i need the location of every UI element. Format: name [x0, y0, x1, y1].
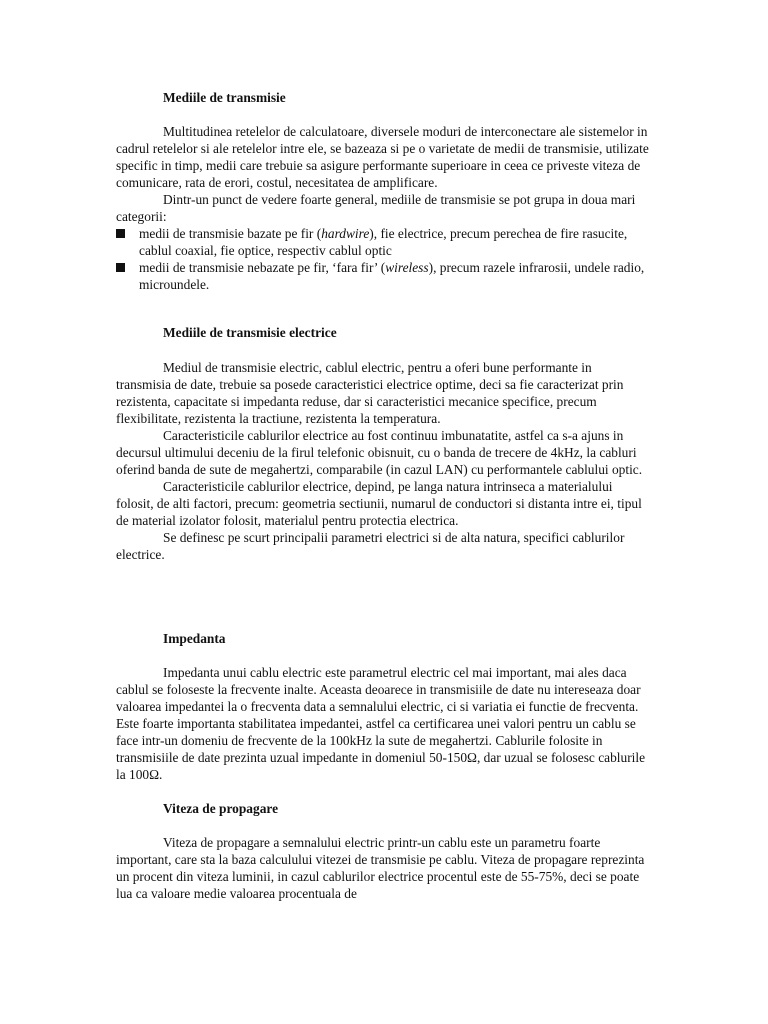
- emphasis: hardwire: [321, 226, 370, 241]
- list-item: medii de transmisie nebazate pe fir, ‘fara fir’ (wireless), precum razele infrarosii, undele radio, microundele.: [116, 259, 650, 293]
- heading-impedanta: Impedanta: [163, 631, 226, 646]
- paragraph: Mediul de transmisie electric, cablul electric, pentru a oferi bune performante in transmisia de date, trebuie sa posede caracteristici electrice optime, deci sa fie caracterizat prin rezistenta, capacitate si impedanta reduse, dar si caracteristici mecanice specifice, precum flexibilitate, rezistenta la tractiune, rezistenta la temperatura.: [116, 360, 624, 426]
- square-bullet-icon: [116, 263, 125, 272]
- paragraph: Viteza de propagare a semnalului electric printr-un cablu este un parametru foarte important, care sta la baza calculului vitezei de transmisie pe cablu. Viteza de propagare reprezinta un procent din viteza luminii, in cazul cablurilor electrice procentul este de 55-75%, deci se poate lua ca valoare medie valoarea procentuala de: [116, 835, 645, 901]
- heading-mediile-de-transmisie: Mediile de transmisie: [163, 90, 286, 105]
- section-mediile-electrice-body: [116, 359, 650, 563]
- emphasis: wireless: [385, 260, 429, 275]
- paragraph: Caracteristicile cablurilor electrice au fost continuu imbunatatite, astfel ca s-a ajuns in decursul ultimului deceniu de la firul telefonic obisnuit, cu o banda de trecere de 4kHz, la cabluri oferind banda de sute de megahertzi, comparabile (in cazul LAN) cu performantele cablului optic.: [116, 428, 643, 477]
- square-bullet-icon: [116, 229, 125, 238]
- section-mediile-de-transmisie-body: [116, 123, 650, 293]
- section-impedanta-body: [116, 664, 650, 783]
- heading-viteza-de-propagare: Viteza de propagare: [163, 801, 279, 816]
- paragraph: Multitudinea retelelor de calculatoare, diversele moduri de interconectare ale sistemelor in cadrul retelelor si ale retelelor intre ele, se bazeaza si pe o varietate de medii de transmisie, utilizate specific in timp, medii care trebuie sa asigure performante superioare in ceea ce priveste viteza de comunicare, rata de erori, costul, necesitatea de amplificare.: [116, 124, 649, 190]
- list-item: medii de transmisie bazate pe fir (hardwire), fie electrice, precum perechea de fire rasucite, cablul coaxial, fie optice, respectiv cablul optic: [116, 225, 650, 259]
- heading-mediile-de-transmisie-electrice: Mediile de transmisie electrice: [163, 325, 337, 340]
- bullet-list: [116, 225, 650, 293]
- paragraph: Caracteristicile cablurilor electrice, depind, pe langa natura intrinseca a materialului folosit, de alti factori, precum: geometria sectiunii, numarul de conductori si distanta intre ei, tipul de material izolator folosit, materialul pentru protectia electrica.: [116, 479, 642, 528]
- paragraph: Impedanta unui cablu electric este parametrul electric cel mai important, mai ales daca cablul se foloseste la frecvente inalte. Aceasta deoarece in transmisiile de date nu intereseaza doar valoarea impedantei la o frecventa data a semnalului electric, ci si variatia ei functie de frecventa. Este foarte importanta stabilitatea impedantei, astfel ca certificarea unei valori pentru un cablu se face intr-un domeniu de frecvente de la 100kHz la sute de megahertzi. Cablurile folosite in transmisiile de date prezinta uzual impedante in domeniul 50-150Ω, dar uzual se folosesc cablurile la 100Ω.: [116, 665, 646, 782]
- section-viteza-body: [116, 834, 650, 902]
- paragraph: Dintr-un punct de vedere foarte general, mediile de transmisie se pot grupa in doua mari categorii:: [116, 192, 636, 224]
- paragraph: Se definesc pe scurt principalii parametri electrici si de alta natura, specifici cablurilor electrice.: [116, 530, 625, 562]
